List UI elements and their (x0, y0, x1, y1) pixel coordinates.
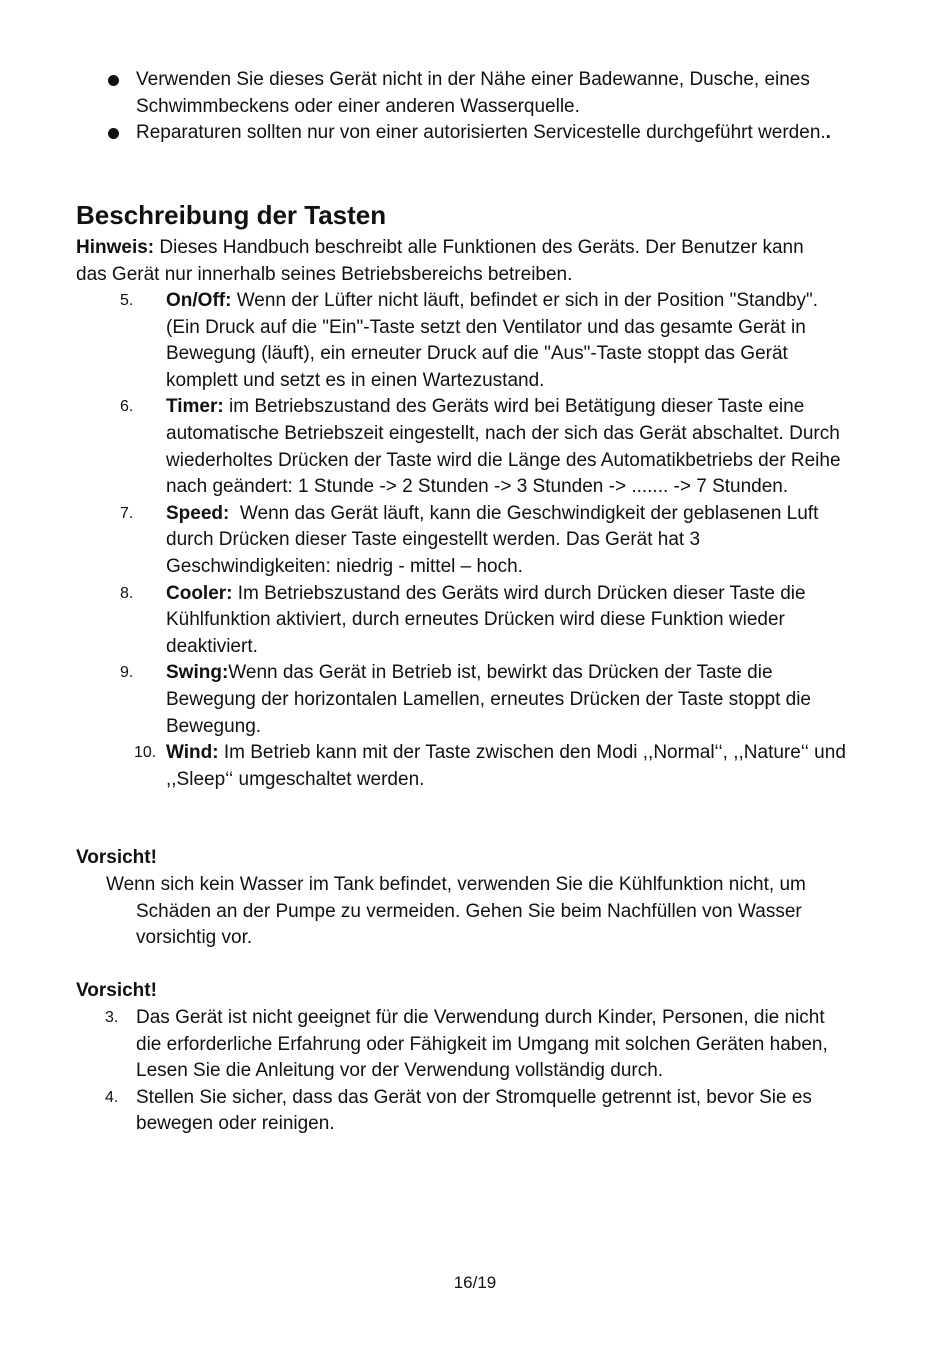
key-text: Wenn der Lüfter nicht läuft, befindet er sich in der Position "Standby". (Ein Druck auf die "Ein"-Taste setzt den Ventilator und das gesamte Gerät in Bewegung (läuft), ein erneuter Druck auf die "Aus"-Taste stoppt das Gerät komplett und setzt es in einen Wartezustand. (166, 290, 819, 391)
item-number: 10. (134, 744, 157, 762)
key-text: Im Betriebszustand des Geräts wird durch Drücken dieser Taste die Kühlfunktion aktiviert, durch erneutes Drücken wird diese Funktion wieder deaktiviert. (166, 582, 806, 657)
list-item (0, 581, 950, 661)
key-label: Timer: (166, 396, 224, 418)
key-label: Swing: (166, 662, 229, 684)
bullet-period: . (825, 122, 831, 144)
note-text: Dieses Handbuch beschreibt alle Funktionen des Geräts. Der Benutzer kann das Gerät nur innerhalb seines Betriebsbereichs betreiben. (76, 237, 804, 285)
safety-bullet-list (0, 67, 950, 147)
list-item (0, 67, 950, 120)
bullet-dot-icon (108, 75, 119, 86)
key-label: Cooler: (166, 582, 233, 604)
caution-title: Vorsicht! (76, 980, 157, 1001)
item-number: 5. (120, 292, 134, 309)
item-number: 4. (105, 1088, 119, 1106)
bullet-dot-icon (108, 128, 119, 139)
list-item (0, 1085, 950, 1138)
note-paragraph (76, 235, 836, 288)
caution-text: Wenn sich kein Wasser im Tank befindet, verwenden Sie die Kühlfunktion nicht, um Schäden an der Pumpe zu vermeiden. Gehen Sie beim Nachfüllen von Wasser vorsichtig vor. (106, 874, 806, 949)
section-heading: Beschreibung der Tasten (76, 200, 387, 230)
item-number: 7. (120, 504, 134, 522)
key-description-list (0, 288, 950, 793)
caution-item-text: Das Gerät ist nicht geeignet für die Verwendung durch Kinder, Personen, die nicht die erforderliche Erfahrung oder Fähigkeit im Umgang mit solchen Geräten haben, Lesen Sie die Anleitung vor der Verwendung vollständig durch. (136, 1007, 828, 1082)
key-label: On/Off: (166, 290, 232, 311)
bullet-text: Verwenden Sie dieses Gerät nicht in der Nähe einer Badewanne, Dusche, eines Schwimmbeckens oder einer anderen Wasserquelle. (136, 69, 810, 117)
list-item (0, 288, 950, 394)
bullet-text: Reparaturen sollten nur von einer autorisierten Servicestelle durchgeführt werden. (136, 122, 826, 144)
caution-list (0, 1005, 950, 1138)
key-text: Wenn das Gerät läuft, kann die Geschwindigkeit der geblasenen Luft durch Drücken dieser Taste eingestellt werden. Das Gerät hat 3 Geschwindigkeiten: niedrig - mittel – hoch. (166, 502, 824, 577)
list-item (0, 740, 950, 793)
key-text: Im Betrieb kann mit der Taste zwischen den Modi ,,Normal‘‘, ,,Nature‘‘ und ,,Sleep‘‘ umgeschaltet werden. (166, 742, 846, 790)
list-item (0, 120, 950, 147)
list-item (0, 660, 950, 740)
caution-item-text: Stellen Sie sicher, dass das Gerät von der Stromquelle getrennt ist, bevor Sie es bewegen oder reinigen. (136, 1086, 812, 1135)
note-label: Hinweis: (76, 237, 155, 258)
caution-title: Vorsicht! (76, 847, 157, 868)
item-number: 6. (120, 398, 134, 416)
item-number: 3. (105, 1009, 119, 1026)
key-label: Speed: (166, 502, 230, 524)
key-label: Wind: (166, 742, 219, 764)
page-number: 16/19 (453, 1273, 497, 1292)
list-item (0, 501, 950, 581)
list-item (0, 1005, 950, 1085)
list-item (0, 394, 950, 500)
key-text: im Betriebszustand des Geräts wird bei Betätigung dieser Taste eine automatische Betriebszeit eingestellt, nach der sich das Gerät abschaltet. Durch wiederholtes Drücken der Taste wird die Länge des Automatikbetriebs der Reihe nach geändert: 1 Stunde -> 2 Stunden -> 3 Stunden -> ....... -> 7 Stunden. (166, 396, 841, 498)
key-text: Wenn das Gerät in Betrieb ist, bewirkt das Drücken der Taste die Bewegung der horizontalen Lamellen, erneutes Drücken der Taste stoppt die Bewegung. (166, 662, 811, 737)
item-number: 9. (120, 664, 134, 682)
item-number: 8. (120, 584, 134, 602)
